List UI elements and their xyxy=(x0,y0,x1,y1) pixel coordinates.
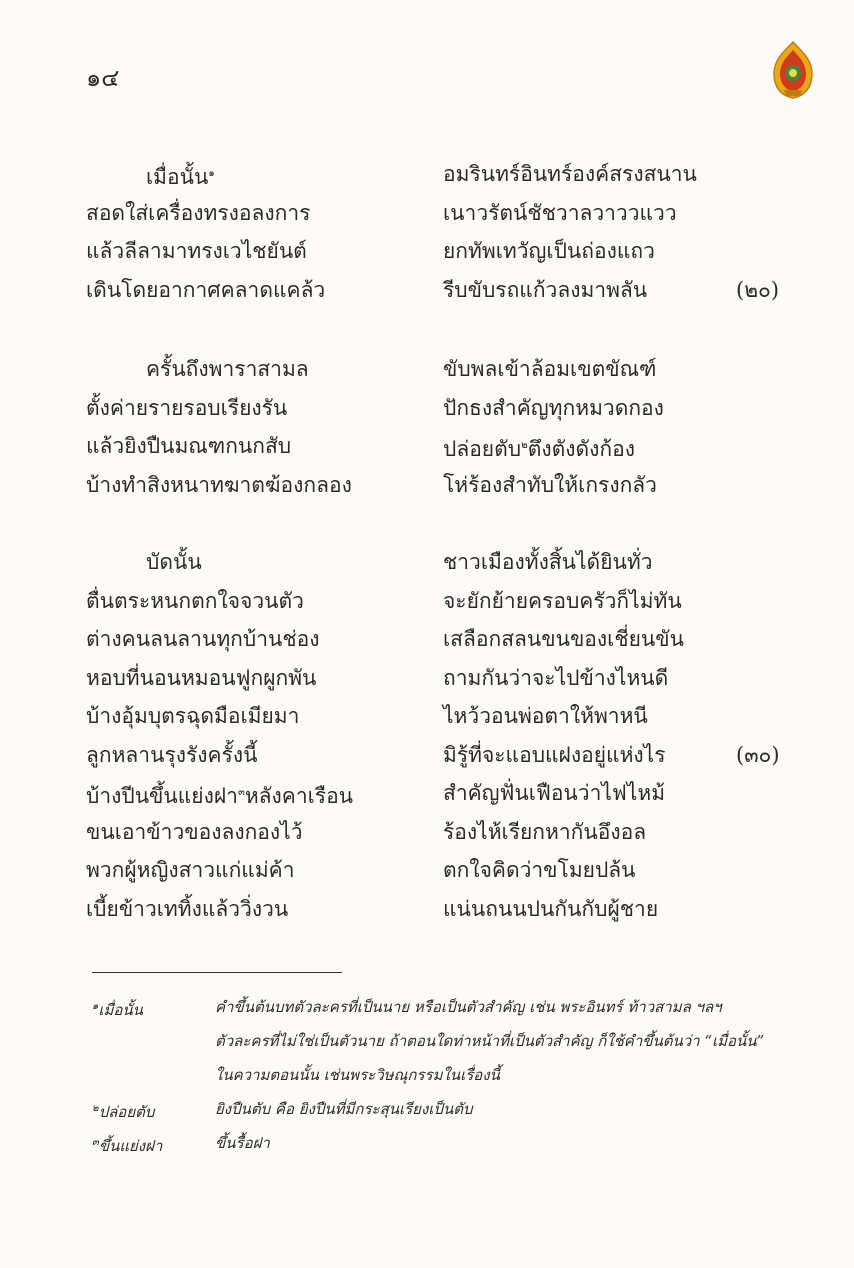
verse-right: ตกใจคิดว่าขโมยปล้น xyxy=(443,858,636,882)
footnote-line: ในความตอนนั้น เช่นพระวิษณุกรรมในเรื่องนี้ xyxy=(215,1066,500,1084)
verse-line xyxy=(0,466,854,505)
verse-line xyxy=(0,736,854,775)
footnote-marker: ๑ xyxy=(208,168,215,179)
footnote-divider xyxy=(92,972,342,973)
verse-left xyxy=(146,155,215,196)
verse-line xyxy=(0,350,854,389)
crest-emblem-icon xyxy=(770,40,816,100)
verse-right: ไหว้วอนพ่อตาให้พาหนี xyxy=(443,704,648,728)
stanza-2 xyxy=(0,350,854,504)
footnotes xyxy=(92,990,812,1160)
verse-left-text: บ้างปีนขึ้นแย่งฝา xyxy=(86,784,238,808)
verse-number: (๓๐) xyxy=(736,742,780,767)
verse-left: หอบที่นอนหมอนฟูกผูกพัน xyxy=(86,665,317,690)
verse-left xyxy=(86,774,353,815)
stanza-1 xyxy=(0,155,854,309)
footnote-marker: ๑ xyxy=(92,1001,99,1012)
verse-right-text: ปล่อยตับ xyxy=(443,437,522,461)
verse-right: ชาวเมืองทั้งสิ้นได้ยินทั่ว xyxy=(443,550,653,574)
verse-line xyxy=(0,155,854,194)
verse-line xyxy=(0,851,854,890)
footnote-line: ยิงปืนตับ คือ ยิงปืนที่มีกระสุนเรียงเป็นตับ xyxy=(215,1100,473,1118)
verse-right: อมรินทร์อินทร์องค์สรงสนาน xyxy=(443,162,697,186)
verse-left: ขนเอาข้าวของลงกองไว้ xyxy=(86,819,303,844)
verse-right: สำคัญฟั่นเฟือนว่าไฟไหม้ xyxy=(443,781,666,805)
verse-right: รีบขับรถแก้วลงมาพลัน xyxy=(443,277,648,302)
footnote-line: ตัวละครที่ไม่ใช่เป็นตัวนาย ถ้าตอนใดท่าหน้าที่เป็นตัวสำคัญ ก็ใช้คำขึ้นต้นว่า “เมื่อนั้น” xyxy=(215,1032,765,1050)
verse-right: เสลือกสลนขนของเชี่ยนขัน xyxy=(443,627,684,651)
verse-left: แล้วลีลามาทรงเวไชยันต์ xyxy=(86,239,307,263)
verse-line xyxy=(0,389,854,428)
verse-left: บ้างอุ้มบุตรฉุดมือเมียมา xyxy=(86,704,300,728)
footnote xyxy=(92,990,812,1092)
footnote-marker: ๓ xyxy=(237,787,245,798)
verse-line xyxy=(0,271,854,310)
verse-right: มิรู้ที่จะแอบแฝงอยู่แห่งไร xyxy=(443,742,666,767)
verse-line xyxy=(0,427,854,466)
verse-right: ยกทัพเทวัญเป็นถ่องแถว xyxy=(443,239,655,263)
footnote-marker: ๒ xyxy=(521,440,528,451)
verse-right: โห่ร้องสำทับให้เกรงกลัว xyxy=(443,472,657,497)
footnote-text xyxy=(215,1126,812,1160)
verse-right: ถามกันว่าจะไปข้างไหนดี xyxy=(443,665,669,690)
verse-line xyxy=(0,620,854,659)
footnote-text xyxy=(215,990,812,1092)
verse-right: จะยักย้ายครอบครัวก็ไม่ทัน xyxy=(443,588,682,613)
verse-right xyxy=(443,427,635,468)
verse-line xyxy=(0,543,854,582)
footnote-term-text: ปล่อยตับ xyxy=(98,1103,155,1121)
footnote xyxy=(92,1126,812,1160)
verse-line xyxy=(0,813,854,852)
verse-right-text: ตึงตังดังก้อง xyxy=(527,437,635,461)
verse-left: บ้างทำสิงหนาทฆาตฆ้องกลอง xyxy=(86,472,352,497)
verse-left: สอดใส่เครื่องทรงอลงการ xyxy=(86,200,311,225)
verse-right: ปักธงสำคัญทุกหมวดกอง xyxy=(443,395,664,420)
verse-line xyxy=(0,890,854,929)
verse-left: ต่างคนลนลานทุกบ้านช่อง xyxy=(86,627,320,651)
verse-line xyxy=(0,697,854,736)
footnote-line: ขึ้นรื้อฝา xyxy=(215,1134,270,1152)
footnote xyxy=(92,1092,812,1126)
footnote-line: คำขึ้นต้นบทตัวละครที่เป็นนาย หรือเป็นตัวสำคัญ เช่น พระอินทร์ ท้าวสามล ฯลฯ xyxy=(215,998,722,1016)
footnote-term xyxy=(92,1126,162,1163)
footnote-term-text: เมื่อนั้น xyxy=(98,1001,143,1019)
verse-left: บัดนั้น xyxy=(146,550,202,574)
footnote-text xyxy=(215,1092,812,1126)
footnote-term xyxy=(92,990,143,1027)
verse-right: เนาวรัตน์ชัชวาลวาววแวว xyxy=(443,200,677,225)
verse-left-text: หลังคาเรือน xyxy=(244,784,354,808)
verse-left: ตื่นตระหนกตกใจจวนตัว xyxy=(86,588,304,613)
verse-line xyxy=(0,582,854,621)
footnote-term-text: ขึ้นแย่งฝา xyxy=(98,1137,163,1155)
verse-left: ลูกหลานรุงรังครั้งนี้ xyxy=(86,742,258,767)
footnote-marker: ๓ xyxy=(92,1137,99,1148)
verse-right: ร้องไห้เรียกหากันอึงอล xyxy=(443,819,647,844)
verse-left: ตั้งค่ายรายรอบเรียงรัน xyxy=(86,395,288,420)
page-number: ๑๔ xyxy=(86,64,120,92)
footnote-marker: ๒ xyxy=(92,1103,99,1114)
verse-left: เดินโดยอากาศคลาดแคล้ว xyxy=(86,277,326,302)
stanza-3 xyxy=(0,543,854,928)
verse-line xyxy=(0,232,854,271)
verse-left: เบี้ยข้าวเททิ้งแล้ววิ่งวน xyxy=(86,896,289,921)
verse-line xyxy=(0,194,854,233)
verse-left-text: เมื่อนั้น xyxy=(146,165,209,189)
verse-right: ขับพลเข้าล้อมเขตขัณฑ์ xyxy=(443,357,657,381)
verse-line xyxy=(0,774,854,813)
verse-left: ครั้นถึงพาราสามล xyxy=(146,357,309,381)
verse-right: แน่นถนนปนกันกับผู้ชาย xyxy=(443,896,659,921)
verse-left: แล้วยิงปืนมณฑกนกสับ xyxy=(86,434,292,458)
verse-line xyxy=(0,659,854,698)
verse-number: (๒๐) xyxy=(736,277,780,302)
verse-left: พวกผู้หญิงสาวแก่แม่ค้า xyxy=(86,858,295,882)
footnote-term xyxy=(92,1092,154,1129)
